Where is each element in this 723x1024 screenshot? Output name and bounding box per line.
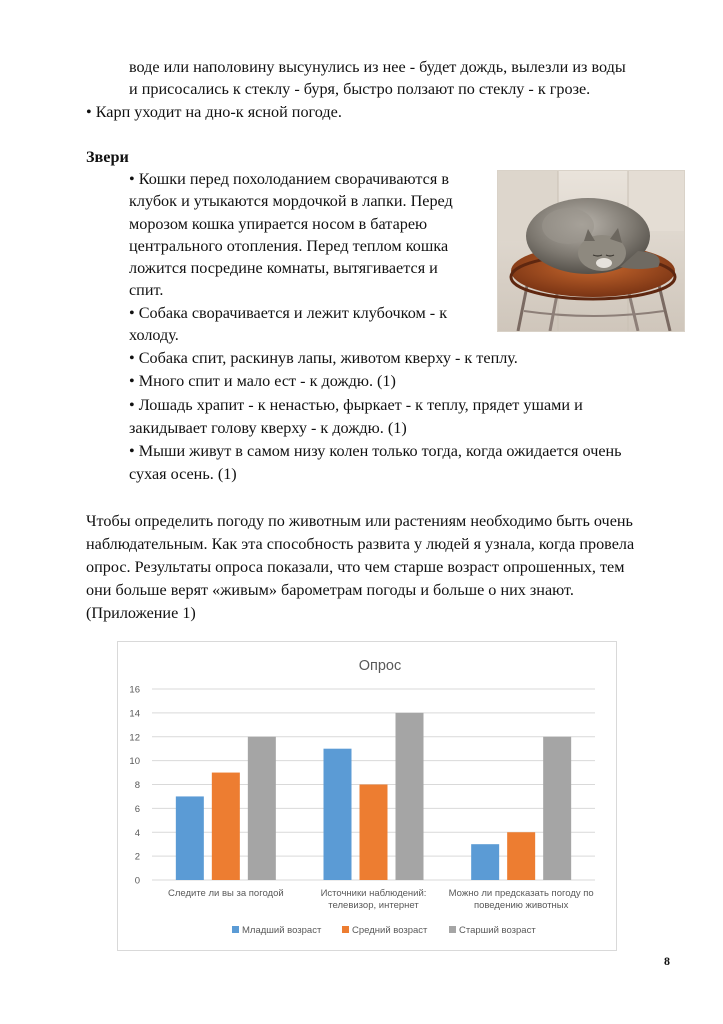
y-tick-label: 2 (134, 851, 140, 863)
bar (507, 832, 535, 880)
horse-line-1: • Лошадь храпит - к ненастью, фыркает - к теплу, прядет ушами и (129, 396, 583, 414)
cat-item-line-3: морозом кошка упирается носом в батарею (129, 215, 428, 233)
bar (176, 796, 204, 880)
paragraph-line-5: (Приложение 1) (86, 604, 196, 622)
survey-chart (117, 641, 617, 951)
x-category-label: Следите ли вы за погодой (167, 888, 284, 899)
bar (543, 737, 571, 880)
dog-warm-line: • Собака спит, раскинув лапы, животом кверху - к теплу. (129, 349, 518, 367)
y-tick-label: 14 (129, 708, 140, 720)
carp-line: • Карп уходит на дно-к ясной погоде. (86, 103, 342, 121)
y-tick-label: 0 (134, 875, 140, 887)
bar (471, 844, 499, 880)
cat-item-line-1: • Кошки перед похолоданием сворачиваются в (129, 170, 450, 188)
x-category-label: телевизор, интернет (328, 900, 419, 911)
legend-label: Младший возраст (242, 925, 322, 936)
legend-swatch (342, 926, 349, 933)
y-tick-label: 10 (129, 756, 140, 768)
chart-title: Опрос (358, 658, 402, 674)
horse-line-2: закидывает голову кверху - к дождю. (1) (129, 419, 407, 437)
bar (360, 785, 388, 881)
bar (248, 737, 276, 880)
legend-label: Старший возраст (459, 925, 536, 936)
paragraph-line-2: наблюдательным. Как эта способность развита у людей я узнала, когда провела (86, 535, 635, 553)
paragraph-line-1: Чтобы определить погоду по животным или растениям необходимо быть очень (86, 512, 633, 530)
y-tick-label: 6 (134, 803, 140, 815)
top-line-1: воде или наполовину высунулись из нее - будет дождь, вылезли из воды (129, 58, 626, 76)
sleep-rain-line: • Много спит и мало ест - к дождю. (1) (129, 372, 396, 390)
mice-line-1: • Мыши живут в самом низу колен только тогда, когда ожидается очень (129, 442, 622, 460)
y-tick-label: 12 (129, 732, 140, 744)
legend-label: Средний возраст (352, 925, 428, 936)
dog-cold-line-2: холоду. (129, 326, 179, 344)
survey-chart-svg (118, 642, 616, 950)
paragraph-line-4: они больше верят «живым» барометрам погоды и больше о них знают. (86, 581, 574, 599)
legend-swatch (449, 926, 456, 933)
y-tick-label: 4 (134, 827, 140, 839)
dog-cold-line-1: • Собака сворачивается и лежит клубочком - к (129, 304, 448, 322)
y-tick-label: 8 (134, 780, 140, 791)
cat-item-line-4: центрального отопления. Перед теплом кошка (129, 237, 449, 255)
sleeping-cat-photo (497, 170, 685, 332)
cat-item-line-6: спит. (129, 281, 164, 299)
bar (396, 713, 424, 880)
legend-swatch (232, 926, 239, 933)
x-category-label: поведению животных (473, 900, 569, 911)
page-number: 8 (664, 954, 670, 968)
paragraph-line-3: опрос. Результаты опроса показали, что чем старше возраст опрошенных, тем (86, 558, 625, 576)
top-line-2: и присосались к стеклу - буря, быстро ползают по стеклу - к грозе. (129, 80, 591, 98)
x-category-label: Источники наблюдений: (320, 888, 427, 899)
y-tick-label: 16 (129, 684, 140, 696)
mice-line-2: сухая осень. (1) (129, 465, 237, 483)
bar (324, 749, 352, 880)
cat-item-line-5: ложится посредине комнаты, вытягивается и (129, 259, 438, 277)
bar (212, 773, 240, 880)
section-heading-animals: Звери (86, 148, 129, 166)
x-category-label: Можно ли предсказать погоду по (448, 888, 594, 899)
cat-item-line-2: клубок и утыкаются мордочкой в лапки. Перед (129, 192, 453, 210)
